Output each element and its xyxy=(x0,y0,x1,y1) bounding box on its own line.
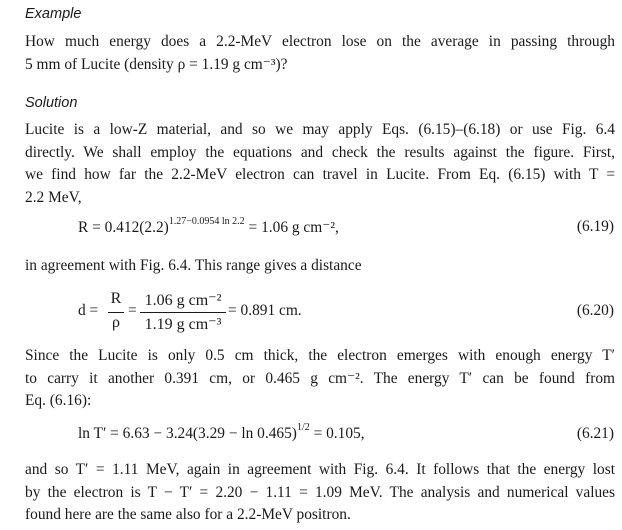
equation-6-21 xyxy=(78,422,365,443)
para1-line-4: 2.2 MeV, xyxy=(25,188,82,206)
eq621-text: ln T′ = 6.63 − 3.24(3.29 − ln 0.465) xyxy=(78,425,297,442)
para3-line-3: Eq. (6.16): xyxy=(25,392,92,409)
eq619-exponent: 1.27−0.0954 ln 2.2 xyxy=(168,216,245,227)
solution-paragraph-4 xyxy=(25,459,615,527)
eq620-frac1-bar xyxy=(108,312,124,313)
eq619-rhs: = 1.06 g cm⁻², xyxy=(248,219,339,236)
eq619-number: (6.19) xyxy=(576,218,614,235)
eq621-number: (6.21) xyxy=(576,425,614,442)
solution-paragraph-2 xyxy=(25,255,615,278)
para3-line-2: to carry it another 0.391 cm, or 0.465 g cm⁻². The energy T′ can be found from xyxy=(25,369,615,387)
eq620-frac2-bar xyxy=(140,312,226,313)
eq620-frac1-num: R xyxy=(110,290,122,307)
eq621-exponent: 1/2 xyxy=(296,422,310,433)
para4-line-1: and so T′ = 1.11 MeV, again in agreement with Fig. 6.4. It follows that the energy lost xyxy=(25,461,615,478)
question-paragraph xyxy=(25,31,615,76)
para4-line-3: found here are the same also for a 2.2-MeV positron. xyxy=(25,506,351,523)
eq620-frac1-den: ρ xyxy=(112,314,120,331)
question-line-2: 5 mm of Lucite (density ρ = 1.19 g cm⁻³)? xyxy=(25,55,288,73)
eq620-number: (6.20) xyxy=(576,302,614,319)
solution-heading: Solution xyxy=(25,95,78,111)
eq620-frac2-den: 1.19 g cm⁻³ xyxy=(144,316,222,333)
eq620-frac2-num: 1.06 g cm⁻² xyxy=(144,292,222,309)
para2-line-1: in agreement with Fig. 6.4. This range gives a distance xyxy=(25,257,362,274)
solution-paragraph-3 xyxy=(25,345,615,413)
solution-paragraph-1 xyxy=(25,119,615,209)
para1-line-3: we find how far the 2.2-MeV electron can travel in Lucite. From Eq. (6.15) with T = xyxy=(25,166,615,183)
eq620-rhs: = 0.891 cm. xyxy=(228,302,302,319)
eq620-equal: = xyxy=(128,302,137,319)
para1-line-1: Lucite is a low-Z material, and so we may apply Eqs. (6.15)–(6.18) or use Fig. 6.4 xyxy=(25,121,615,138)
eq621-rhs: = 0.105, xyxy=(313,425,365,442)
question-line-1: How much energy does a 2.2-MeV electron lose on the average in passing through xyxy=(25,33,615,50)
eq619-lhs: R = 0.412(2.2) xyxy=(78,219,169,236)
example-heading: Example xyxy=(25,6,82,22)
para1-line-2: directly. We shall employ the equations and check the results against the figure. First, xyxy=(25,143,615,161)
para4-line-2: by the electron is T − T′ = 2.20 − 1.11 = 1.09 MeV. The analysis and numerical values xyxy=(25,483,615,501)
para3-line-1: Since the Lucite is only 0.5 cm thick, the electron emerges with enough energy T′ xyxy=(25,347,615,364)
equation-6-19 xyxy=(78,218,339,237)
eq620-lhs: d = xyxy=(78,302,99,319)
